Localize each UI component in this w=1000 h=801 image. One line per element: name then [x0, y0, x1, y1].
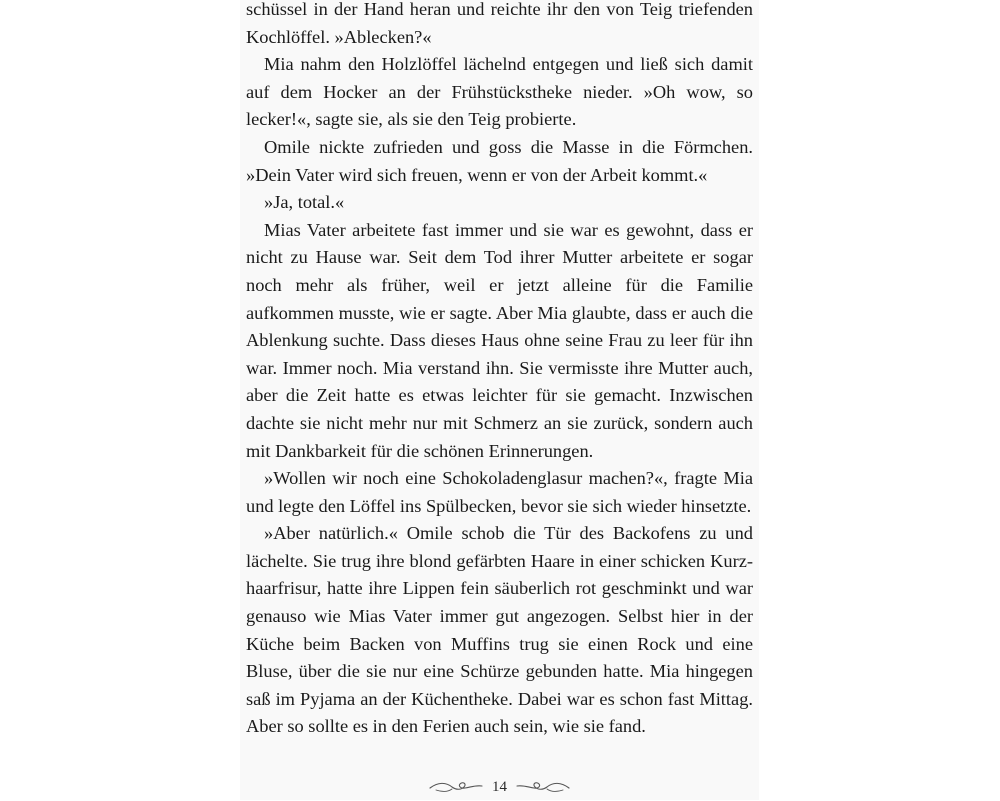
body-text	[246, 0, 753, 741]
page-footer	[246, 773, 753, 801]
paragraph-omile-nickte: Omile nickte zufrieden und goss die Masse in die Förmchen. »Dein Vater wird sich freuen, wenn er von der Arbeit kommt.«	[246, 136, 753, 185]
paragraph-aber-natuerlich: »Aber natürlich.« Omile schob die Tür des Backofens zu und lächelte. Sie trug ihre blond gefärbten Haare in einer schicken Kurzhaarfrisur, hatte ihre Lippen fein säuberlich rot geschminkt und war genauso wie Mias Vater immer gut angezogen. Selbst hier in der Küche beim Backen von Muffins trug sie einen Rock und eine Bluse, über die sie nur eine Schürze gebunden hatte. Mia hingegen saß im Pyjama an der Küchentheke. Dabei war es schon fast Mittag. Aber so sollte es in den Ferien auch sein, wie sie fand.	[246, 523, 753, 737]
flourish-right-icon	[515, 779, 571, 795]
paragraph-holzloeffel: Mia nahm den Holzlöffel lächelnd entgegen und ließ sich damit auf dem Hocker an der Frühstückstheke nieder. »Oh wow, so lecker!«, sagte sie, als sie den Teig probierte.	[246, 54, 753, 130]
page-number: 14	[492, 778, 507, 795]
paragraph-mias-vater: Mias Vater arbeitete fast immer und sie war es gewohnt, dass er nicht zu Hause war. Seit dem Tod ihrer Mutter arbeitete er sogar noch mehr als früher, weil er jetzt alleine für die Familie aufkommen musste, wie er sagte. Aber Mia glaubte, dass er auch die Ablenkung suchte. Dass dieses Haus ohne seine Frau zu leer für ihn war. Immer noch. Mia verstand ihn. Sie vermisste ihre Mutter auch, aber die Zeit hatte es etwas leichter für sie gemacht. Inzwischen dachte sie nicht mehr nur mit Schmerz an sie zurück, sondern auch mit Dankbarkeit für die schönen Erinnerungen.	[246, 219, 753, 461]
paragraph-ja-total: »Ja, total.«	[264, 192, 345, 213]
paragraph-continuation: schüssel in der Hand heran und reichte ihr den von Teig triefenden Kochlöffel. »Ablecken?«	[246, 0, 753, 47]
flourish-left-icon	[428, 779, 484, 795]
paragraph-schokoladenglasur: »Wollen wir noch eine Schokoladenglasur machen?«, fragte Mia und legte den Löffel ins Spülbecken, bevor sie sich wieder hinsetzte.	[246, 468, 753, 516]
